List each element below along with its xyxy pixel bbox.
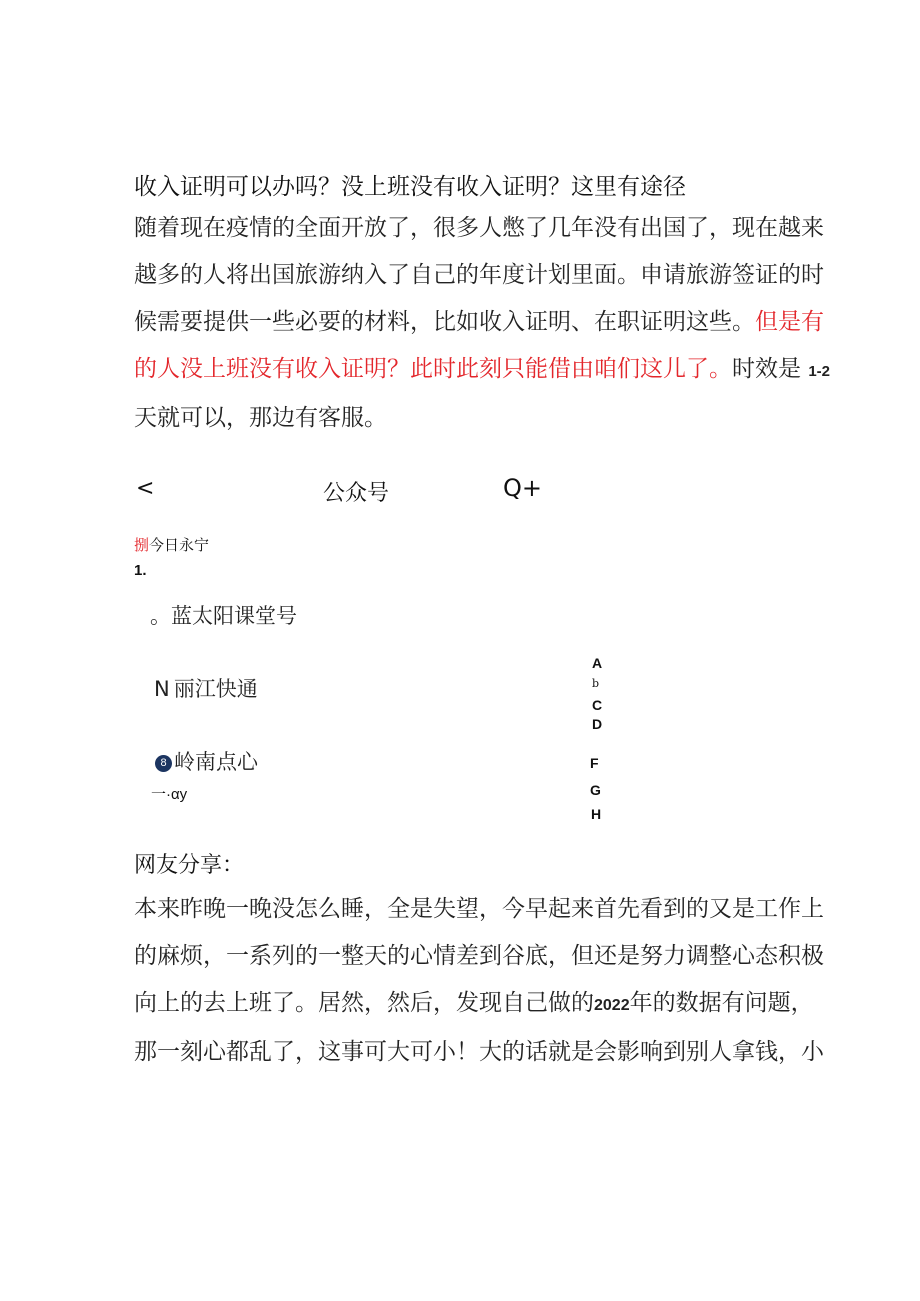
intro-line — [134, 346, 830, 395]
intro-paragraph — [134, 205, 830, 442]
today-item[interactable] — [134, 534, 209, 555]
account-name: 岭南点心 — [174, 750, 258, 774]
today-badge: 捌 — [134, 536, 150, 554]
article-title: 收入证明可以办吗？没上班没有收入证明？这里有途径 — [134, 174, 686, 200]
share-line: 本来昨晚一晚没怎么睡，全是失望，今早起来首先看到的又是工作上 — [134, 896, 824, 922]
header-title: 公众号 — [323, 481, 390, 506]
search-icon[interactable]: Q — [503, 474, 522, 502]
intro-line — [134, 299, 824, 346]
today-label: 今日永宁 — [149, 536, 210, 554]
intro-line: 天就可以，那边有客服。 — [134, 405, 387, 431]
list-number: 1. — [134, 562, 147, 579]
index-letter-h[interactable]: H — [591, 806, 602, 822]
share-line: 那一刻心都乱了，这事可大可小！大的话就是会影响到别人拿钱，小 — [134, 1039, 824, 1065]
share-heading: 网友分享： — [134, 853, 245, 878]
account-name: 蓝太阳课堂号 — [171, 604, 297, 628]
account-marker: N — [154, 677, 170, 701]
back-icon[interactable]: < — [136, 476, 155, 501]
turnaround-days: 1-2 — [808, 363, 830, 380]
highlight-text: 的人没上班没有收入证明？此时此刻只能借由咱们这儿了。 — [134, 356, 732, 382]
index-letter-b[interactable]: b — [592, 677, 600, 690]
share-text: 年的数据有问题， — [629, 990, 814, 1016]
intro-text: 候需要提供一些必要的材料，比如收入证明、在职证明这些。 — [134, 309, 755, 335]
account-item[interactable] — [155, 746, 258, 776]
highlight-text: 但是有 — [755, 309, 824, 335]
share-line — [134, 980, 814, 1029]
share-paragraph — [134, 886, 824, 1076]
account-item[interactable] — [150, 600, 297, 630]
index-letter-g[interactable]: G — [590, 782, 601, 798]
intro-text: 时效是 — [732, 356, 801, 382]
account-marker: 。 — [150, 604, 171, 628]
intro-line: 越多的人将出国旅游纳入了自己的年度计划里面。申请旅游签证的时 — [134, 262, 824, 288]
intro-line: 随着现在疫情的全面开放了，很多人憋了几年没有出国了，现在越来 — [134, 215, 824, 241]
add-icon[interactable]: + — [521, 474, 542, 502]
index-letter-d[interactable]: D — [592, 716, 603, 732]
account-name: 丽江快通 — [173, 677, 258, 701]
year-number: 2022 — [594, 997, 630, 1014]
account-item[interactable] — [154, 673, 258, 703]
index-letter-c[interactable]: C — [592, 697, 603, 713]
index-letter-f[interactable]: F — [590, 755, 599, 771]
share-text: 向上的去上班了。居然，然后，发现自己做的 — [134, 990, 594, 1016]
index-letter-a[interactable]: A — [592, 655, 603, 671]
account-avatar-icon: 8 — [155, 755, 172, 772]
share-line: 的麻烦，一系列的一整天的心情差到谷底，但还是努力调整心态积极 — [134, 943, 824, 969]
header-actions — [503, 474, 542, 502]
truncated-item: 一·αy — [151, 786, 188, 803]
